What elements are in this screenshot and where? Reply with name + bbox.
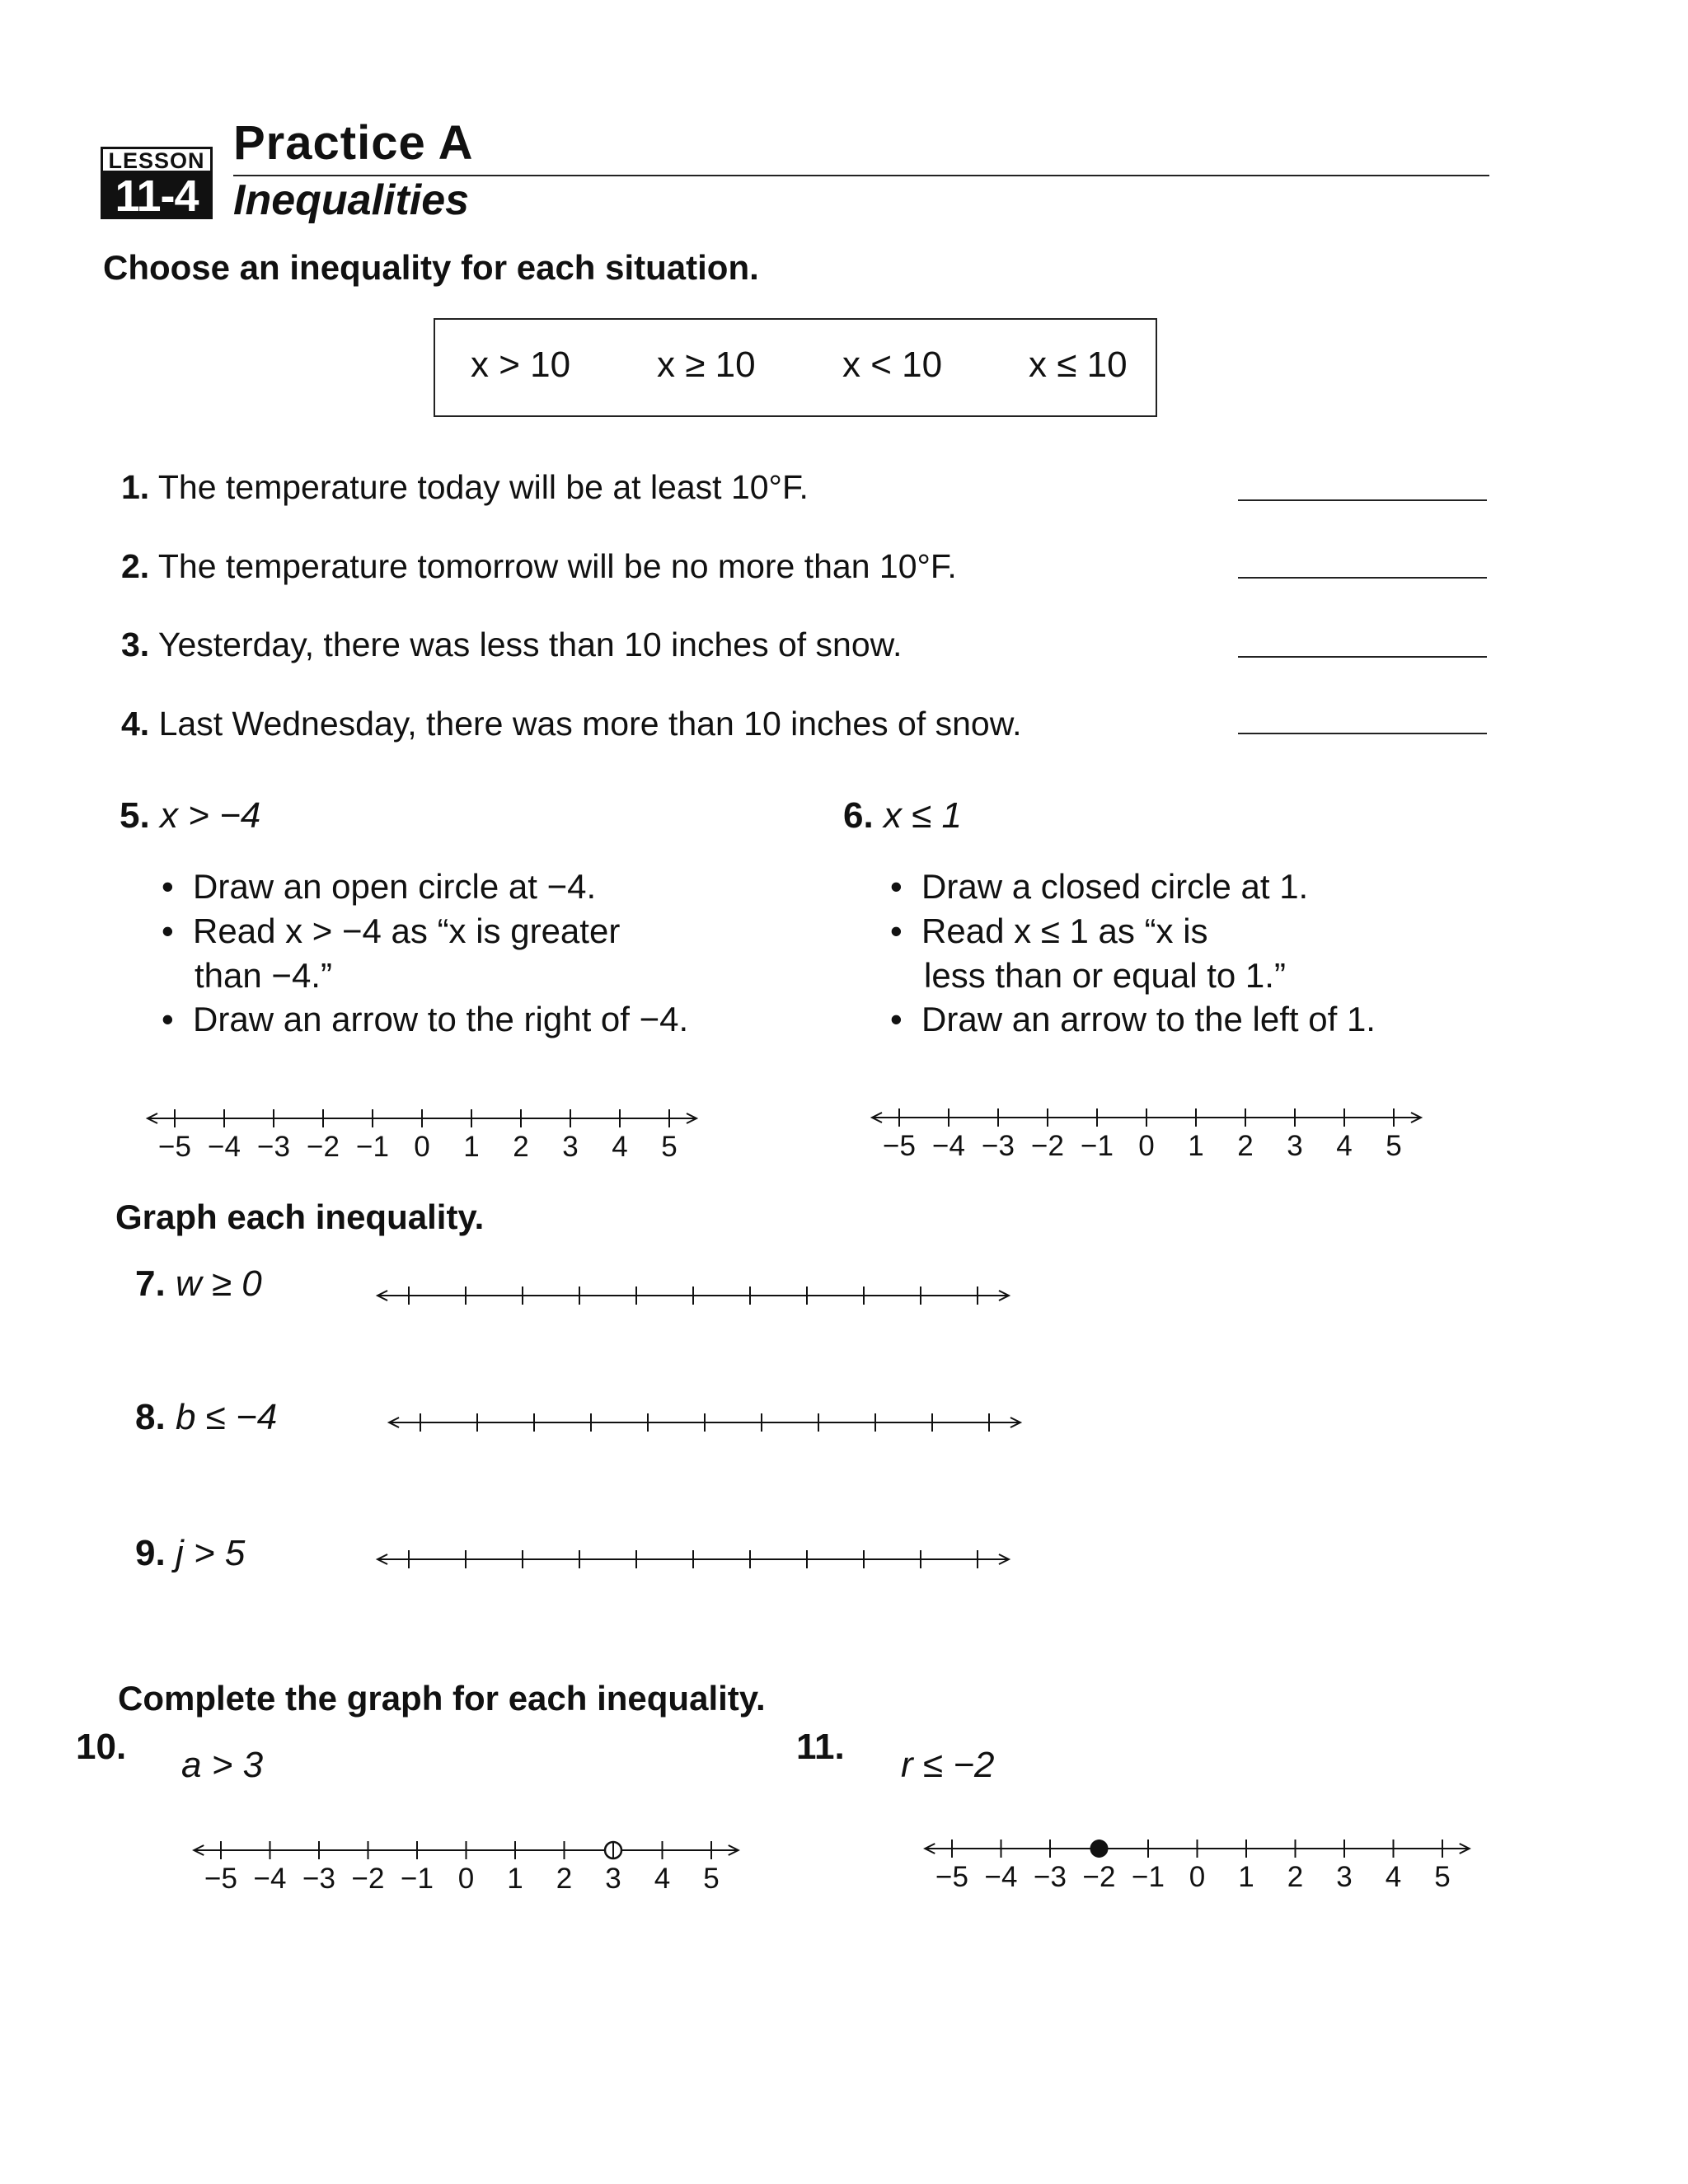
tick-label: 5	[703, 1863, 720, 1895]
tick-label: 4	[612, 1131, 628, 1163]
tick-label: 5	[1386, 1130, 1402, 1162]
question-2	[121, 547, 957, 586]
problem-number: 11.	[796, 1727, 845, 1767]
tick-label: 5	[661, 1131, 678, 1163]
tick-label: 4	[1385, 1861, 1402, 1893]
tick-label: −1	[356, 1131, 389, 1163]
tick-label: −3	[982, 1130, 1015, 1162]
question-text: The temperature tomorrow will be no more than 10°F.	[157, 547, 957, 585]
answer-blank-2[interactable]	[1238, 577, 1487, 579]
page-title: Practice A	[233, 116, 474, 170]
choice-item: x > 10	[471, 344, 571, 385]
tick-label: −4	[208, 1131, 241, 1163]
tick-label: 0	[457, 1863, 475, 1895]
open-circle-icon	[605, 1842, 621, 1858]
tick-label: −1	[1132, 1861, 1165, 1893]
right-arrow-icon	[1010, 1418, 1020, 1427]
problem-inequality: x > −4	[159, 795, 261, 836]
example-5-bullet: • Draw an open circle at −4.	[162, 867, 597, 906]
right-arrow-icon	[999, 1554, 1009, 1564]
example-6-bullet: • Draw a closed circle at 1.	[890, 867, 1309, 906]
right-arrow-icon	[1411, 1113, 1421, 1122]
tick-label: 2	[1287, 1861, 1304, 1893]
example-5-bullet: • Read x > −4 as “x is greater	[162, 912, 621, 950]
tick-label: −1	[1081, 1130, 1114, 1162]
tick-label: 2	[513, 1131, 529, 1163]
lesson-label: LESSON	[101, 147, 213, 173]
tick-label: 5	[1434, 1861, 1451, 1893]
problem-number: 5.	[120, 795, 150, 836]
tick-label: −4	[984, 1861, 1018, 1893]
tick-label: −3	[257, 1131, 290, 1163]
example-5-bullet-cont: than −4.”	[195, 956, 332, 995]
question-number: 3.	[121, 626, 150, 663]
tick-label: 4	[1336, 1130, 1353, 1162]
tick-label: −2	[307, 1131, 340, 1163]
tick-label: 3	[605, 1863, 621, 1895]
problem-number: 6.	[843, 795, 874, 836]
lesson-number: 11-4	[101, 173, 213, 219]
example-5-bullet: • Draw an arrow to the right of −4.	[162, 1000, 689, 1038]
tick-label: −5	[204, 1863, 237, 1895]
tick-label: 2	[1237, 1130, 1254, 1162]
tick-label: −2	[1031, 1130, 1064, 1162]
tick-label: 1	[1238, 1861, 1254, 1893]
problem-number: 9.	[135, 1533, 166, 1573]
problem-inequality: r ≤ −2	[901, 1745, 995, 1785]
tick-label: −5	[883, 1130, 916, 1162]
page-subtitle: Inequalities	[233, 176, 470, 224]
tick-label: 4	[654, 1863, 671, 1895]
tick-label: −2	[1082, 1861, 1116, 1893]
question-number: 1.	[121, 468, 150, 506]
example-6-bullet: • Read x ≤ 1 as “x is	[890, 912, 1208, 950]
question-4	[121, 705, 1021, 743]
question-text: Yesterday, there was less than 10 inches of snow.	[157, 626, 903, 663]
tick-label: −4	[253, 1863, 287, 1895]
example-6-heading	[843, 795, 962, 837]
tick-label: 2	[556, 1863, 573, 1895]
tick-label: 0	[1138, 1130, 1155, 1162]
problem-inequality: b ≤ −4	[175, 1397, 278, 1437]
left-arrow-icon	[389, 1418, 399, 1427]
question-number: 2.	[121, 547, 150, 585]
left-arrow-icon	[377, 1291, 387, 1301]
tick-label: 1	[463, 1131, 480, 1163]
problem-inequality: x ≤ 1	[883, 795, 963, 836]
answer-blank-1[interactable]	[1238, 499, 1487, 501]
problem-7	[135, 1263, 262, 1305]
tick-label: −5	[935, 1861, 968, 1893]
tick-label: −3	[1034, 1861, 1067, 1893]
tick-label: 3	[562, 1131, 579, 1163]
question-number: 4.	[121, 705, 150, 743]
closed-circle-icon	[1090, 1840, 1109, 1858]
tick-label: 0	[414, 1131, 430, 1163]
tick-label: −1	[401, 1863, 434, 1895]
choice-item: x < 10	[842, 344, 943, 385]
question-3	[121, 626, 902, 664]
question-1	[121, 468, 809, 507]
inequality-choices-box	[434, 318, 1157, 417]
problem-number: 7.	[135, 1263, 166, 1304]
choice-item: x ≤ 10	[1029, 344, 1128, 385]
tick-label: 1	[507, 1863, 523, 1895]
tick-label: −2	[351, 1863, 385, 1895]
problem-9	[135, 1533, 245, 1574]
problem-number: 8.	[135, 1397, 166, 1437]
tick-label: −5	[158, 1131, 191, 1163]
answer-blank-4[interactable]	[1238, 733, 1487, 734]
question-text: The temperature today will be at least 10°F.	[157, 468, 809, 506]
left-arrow-icon	[194, 1845, 204, 1855]
problem-inequality: j > 5	[175, 1533, 246, 1573]
tick-label: 0	[1189, 1861, 1206, 1893]
section-heading-choose: Choose an inequality for each situation.	[103, 248, 759, 287]
tick-label: 1	[1188, 1130, 1204, 1162]
example-5-heading	[120, 795, 260, 837]
left-arrow-icon	[872, 1113, 882, 1122]
example-6-bullet-cont: less than or equal to 1.”	[924, 956, 1286, 995]
tick-label: −3	[302, 1863, 335, 1895]
right-arrow-icon	[729, 1845, 738, 1855]
tick-label: 3	[1336, 1861, 1353, 1893]
problem-inequality: a > 3	[181, 1745, 264, 1785]
tick-label: 3	[1287, 1130, 1303, 1162]
left-arrow-icon	[148, 1113, 157, 1123]
choice-item: x ≥ 10	[657, 344, 756, 385]
question-text: Last Wednesday, there was more than 10 inches of snow.	[158, 705, 1022, 743]
right-arrow-icon	[687, 1113, 696, 1123]
left-arrow-icon	[377, 1554, 387, 1564]
answer-blank-3[interactable]	[1238, 656, 1487, 658]
right-arrow-icon	[1460, 1844, 1470, 1854]
problem-inequality: w ≥ 0	[175, 1263, 262, 1304]
section-heading-graph: Graph each inequality.	[115, 1197, 485, 1236]
section-heading-complete: Complete the graph for each inequality.	[118, 1679, 766, 1718]
tick-label: −4	[932, 1130, 965, 1162]
example-6-bullet: • Draw an arrow to the left of 1.	[890, 1000, 1376, 1038]
problem-8	[135, 1397, 277, 1438]
right-arrow-icon	[999, 1291, 1009, 1301]
left-arrow-icon	[925, 1844, 935, 1854]
problem-number: 10.	[76, 1727, 127, 1767]
